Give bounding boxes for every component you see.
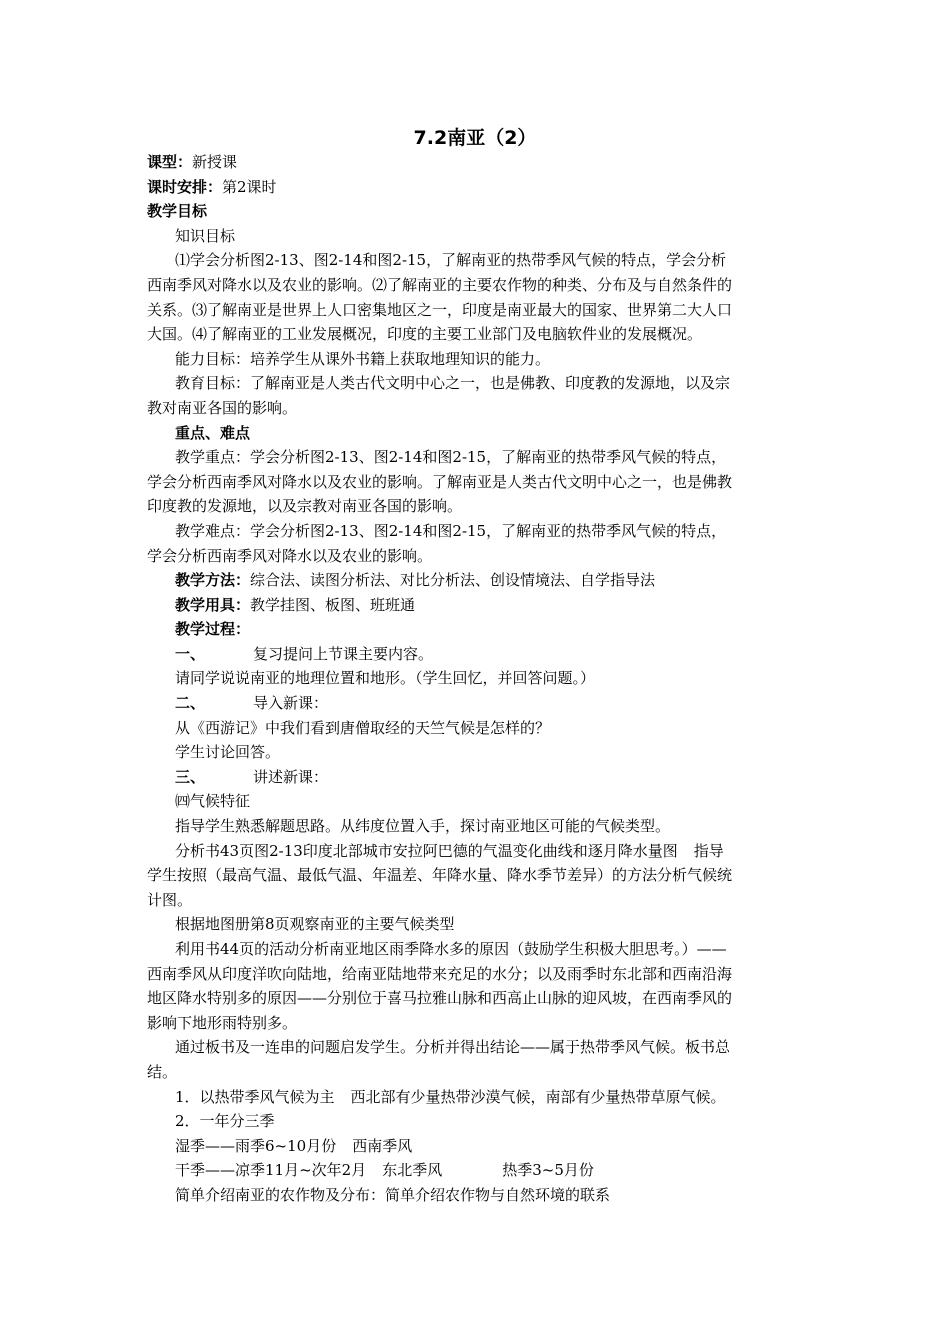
- schedule-line: [147, 175, 815, 200]
- point-2: 2．一年分三季: [175, 1112, 275, 1131]
- point-1-detail: 西北部有少量热带沙漠气候，南部有少量热带草原气候。: [350, 1087, 726, 1106]
- method-value: 综合法、读图分析法、对比分析法、创设情境法、自学指导法: [250, 571, 656, 590]
- step-1-number: 一、: [175, 644, 206, 663]
- analysis-line-2: 学生按照（最高气温、最低气温、年温差、年降水量、降水季节差异）的方法分析气候统: [147, 866, 733, 885]
- step-2-detail: 从《西游记》中我们看到唐僧取经的天竺气候是怎样的？: [175, 718, 551, 737]
- knowledge-line-1: ⑴学会分析图2-13、图2-14和图2-15，了解南亚的热带季风气候的特点，学会分析: [175, 251, 727, 270]
- use-line-2: 西南季风从印度洋吹向陆地，给南亚陆地带来充足的水分；以及雨季时东北部和西南沿海: [147, 964, 733, 983]
- lesson-type-label: 课型：: [147, 153, 193, 171]
- tools-value: 教学挂图、板图、班班通: [250, 595, 416, 614]
- atlas-text: 根据地图册第8页观察南亚的主要气候类型: [175, 915, 455, 934]
- key-heading: 重点、难点: [175, 423, 251, 442]
- page-title: 7.2南亚（2）: [413, 127, 537, 149]
- point-1: [175, 1085, 815, 1110]
- use-line-1: 利用书44页的活动分析南亚地区雨季降水多的原因（鼓励学生积极大胆思考。）——: [175, 940, 727, 958]
- summary-line-1: 通过板书及一连串的问题启发学生。分析并得出结论——属于热带季风气候。板书总: [175, 1038, 731, 1057]
- dry-season-text: 干季——凉季11月~次年2月: [175, 1161, 367, 1180]
- wet-season-wind: 西南季风: [352, 1136, 413, 1155]
- guide-text: 指导学生熟悉解题思路。从纬度位置入手，探讨南亚地区可能的气候类型。: [175, 817, 671, 836]
- lesson-type-line: [147, 150, 815, 175]
- knowledge-line-3: 关系。⑶了解南亚是世界上人口密集地区之一，印度是南亚最大的国家、世界第二大人口: [147, 300, 733, 319]
- schedule-value: 第2课时: [222, 177, 277, 196]
- analysis-line-3: 计图。: [147, 890, 193, 909]
- analysis-text: 分析书43页图2-13印度北部城市安拉阿巴德的气温变化曲线和逐月降水量图: [175, 841, 678, 860]
- ability-objective: 能力目标：培养学生从课外书籍上获取地理知识的能力。: [175, 349, 551, 368]
- step-2-text: 导入新课：: [253, 694, 329, 713]
- dry-season: [175, 1158, 815, 1183]
- step-1-text: 复习提问上节课主要内容。: [253, 644, 434, 663]
- crops-text: 简单介绍南亚的农作物及分布：简单介绍农作物与自然环境的联系: [175, 1185, 611, 1204]
- education-line-1: 教育目标：了解南亚是人类古代文明中心之一，也是佛教、印度教的发源地，以及宗: [175, 374, 731, 393]
- tools-line: [175, 593, 815, 618]
- step-3-text: 讲述新课：: [253, 767, 329, 786]
- lesson-type-value: 新授课: [192, 153, 238, 171]
- tools-label: 教学用具：: [175, 595, 251, 614]
- point-1-main: 1．以热带季风气候为主: [175, 1087, 335, 1106]
- dry-season-wind: 东北季风: [382, 1161, 443, 1180]
- climate-heading: ㈣气候特征: [175, 792, 251, 811]
- difficult-line-2: 学会分析西南季风对降水以及农业的影响。: [147, 546, 433, 565]
- wet-season-text: 湿季——雨季6~10月份: [175, 1136, 337, 1155]
- analysis-line-1: [175, 839, 815, 864]
- analysis-guide: 指导: [693, 841, 724, 860]
- step-3: [175, 765, 815, 790]
- process-heading: 教学过程：: [175, 620, 251, 639]
- step-2-answer: 学生讨论回答。: [175, 743, 281, 762]
- use-line-3: 地区降水特别多的原因——分别位于喜马拉雅山脉和西高止山脉的迎风坡，在西南季风的: [147, 989, 733, 1008]
- objectives-heading: 教学目标: [147, 202, 208, 221]
- key-line-2: 学会分析西南季风对降水以及农业的影响。了解南亚是人类古代文明中心之一，也是佛教: [147, 472, 733, 491]
- knowledge-heading: 知识目标: [175, 226, 236, 245]
- summary-line-2: 结。: [147, 1062, 178, 1081]
- step-2-number: 二、: [175, 694, 206, 713]
- knowledge-line-4: 大国。⑷了解南亚的工业发展概况，印度的主要工业部门及电脑软件业的发展概况。: [147, 325, 703, 344]
- education-line-2: 教对南亚各国的影响。: [147, 398, 298, 417]
- document-body: [147, 150, 815, 1208]
- key-line-3: 印度教的发源地，以及宗教对南亚各国的影响。: [147, 497, 463, 516]
- step-3-number: 三、: [175, 767, 206, 786]
- hot-season-text: 热季3~5月份: [502, 1161, 594, 1180]
- use-line-4: 影响下地形雨特别多。: [147, 1013, 298, 1032]
- step-1-detail: 请同学说说南亚的地理位置和地形。（学生回忆，并回答问题。）: [175, 669, 596, 688]
- difficult-line-1: 教学难点：学会分析图2-13、图2-14和图2-15，了解南亚的热带季风气候的特点，: [175, 521, 727, 540]
- knowledge-line-2: 西南季风对降水以及农业的影响。⑵了解南亚的主要农作物的种类、分布及与自然条件的: [147, 275, 733, 294]
- method-label: 教学方法：: [175, 571, 251, 590]
- step-1: [175, 642, 815, 667]
- key-line-1: 教学重点：学会分析图2-13、图2-14和图2-15，了解南亚的热带季风气候的特点，: [175, 448, 727, 467]
- wet-season: [175, 1134, 815, 1159]
- schedule-label: 课时安排：: [147, 177, 223, 196]
- step-2: [175, 691, 815, 716]
- method-line: [175, 568, 815, 593]
